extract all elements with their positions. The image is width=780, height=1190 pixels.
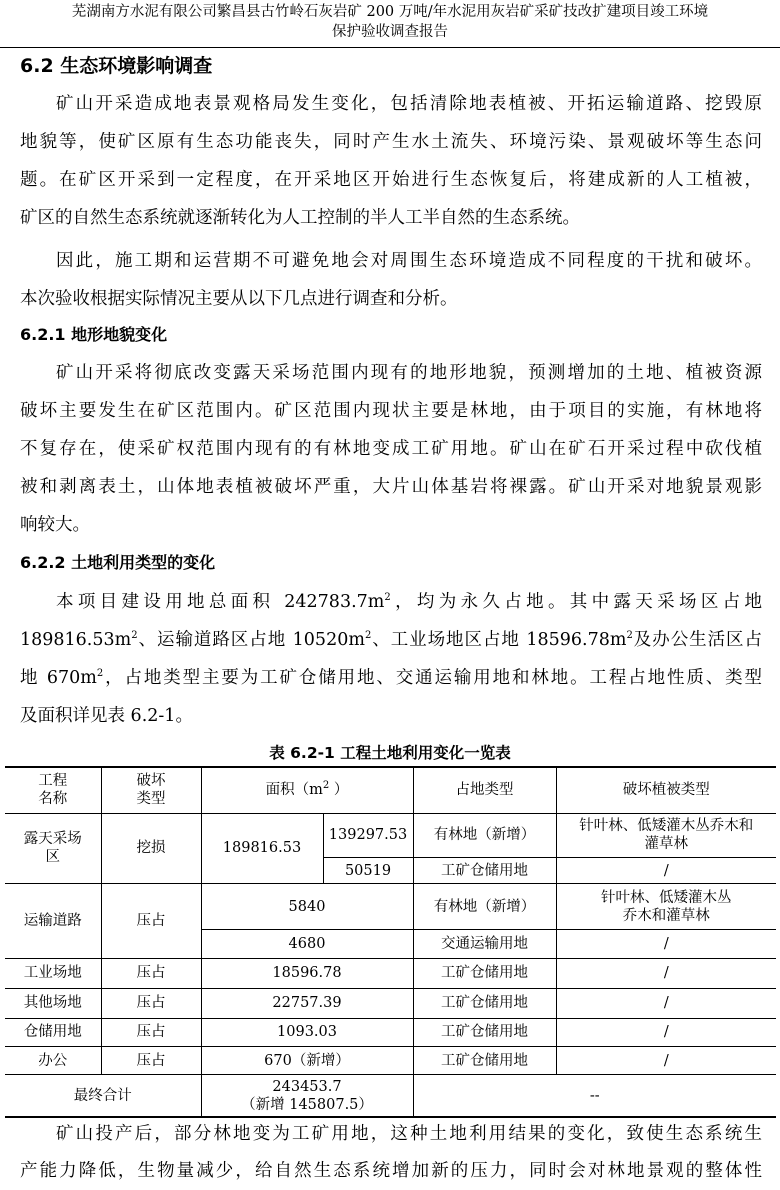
body-line: 矿山开采将彻底改变露天采场范围内现有的地形地貌，预测增加的土地、植被资源	[56, 363, 762, 383]
cell: 243453.7 （新增 145807.5）	[201, 1075, 413, 1117]
cell: 18596.78	[201, 958, 413, 988]
body-line: 不复存在，使采矿权范围内现有的有林地变成工矿用地。矿山在矿石开采过程中砍伐植	[20, 439, 762, 459]
body-line: 本项目建设用地总面积 $242783.7m^2$，均为永久占地。其中露天采场区占地	[56, 592, 762, 612]
cell: 压占	[101, 988, 201, 1018]
cell: /	[556, 858, 776, 884]
body-line: 地 $670m^2$，占地类型主要为工矿仓储用地、交通运输用地和林地。工程占地性质、类型	[20, 668, 762, 688]
table-row	[5, 884, 776, 930]
table-caption: 表 6.2-1 工程土地利用变化一览表	[269, 744, 511, 762]
cell: 工业场地	[5, 958, 101, 988]
table-row	[5, 813, 776, 857]
body-line: 矿山开采造成地表景观格局发生变化，包括清除地表植被、开拓运输道路、挖毁原	[56, 94, 762, 114]
cell: 1093.03	[201, 1018, 413, 1046]
header-line-1: 芜湖南方水泥有限公司繁昌县古竹岭石灰岩矿 200 万吨/年水泥用灰岩矿采矿技改扩建项目竣工环境	[71, 4, 709, 20]
cell: 交通运输用地	[413, 930, 556, 958]
body-line: 因此，施工期和运营期不可避免地会对周围生态环境造成不同程度的干扰和破坏。	[56, 251, 762, 271]
cell: 工矿仓储用地	[413, 958, 556, 988]
cell: 针叶林、低矮灌木丛乔木和 灌草林	[556, 813, 776, 857]
header-cell: 占地类型	[413, 767, 556, 813]
cell: 压占	[101, 884, 201, 958]
header-line-2: 保护验收调查报告	[332, 24, 448, 40]
body-line: 及面积详见表 6.2-1。	[20, 706, 193, 726]
cell: 最终合计	[5, 1075, 201, 1117]
cell: 露天采场 区	[5, 813, 101, 883]
table-row	[5, 958, 776, 988]
body-line: 矿区的自然生态系统就逐渐转化为人工控制的半人工半自然的生态系统。	[20, 208, 580, 228]
land-use-table	[5, 766, 776, 1118]
body-line: $189816.53m^2$、运输道路区占地 $10520m^2$、工业场地区占地 $18596.78m^2$及办公生活区占	[20, 630, 762, 650]
cell: 运输道路	[5, 884, 101, 958]
page-header	[0, 0, 780, 48]
header-cell: 工程 名称	[5, 767, 101, 813]
cell: 工矿仓储用地	[413, 858, 556, 884]
section-title: 6.2 生态环境影响调查	[20, 55, 213, 77]
body-line: 题。在矿区开采到一定程度，在开采地区开始进行生态恢复后，将建成新的人工植被，	[20, 170, 762, 190]
body-line: 破坏主要发生在矿区范围内。矿区范围内现状主要是林地，由于项目的实施，有林地将	[20, 401, 762, 421]
cell: 50519	[323, 858, 413, 884]
cell: 670（新增）	[201, 1047, 413, 1075]
cell: 其他场地	[5, 988, 101, 1018]
cell: /	[556, 988, 776, 1018]
subsection-title: 6.2.1 地形地貌变化	[20, 325, 168, 344]
table-row	[5, 1018, 776, 1046]
cell: 压占	[101, 958, 201, 988]
table-total-row	[5, 1075, 776, 1117]
cell: 工矿仓储用地	[413, 988, 556, 1018]
cell: 针叶林、低矮灌木丛 乔木和灌草林	[556, 884, 776, 930]
table-header-row	[5, 767, 776, 813]
cell: 仓储用地	[5, 1018, 101, 1046]
cell: /	[556, 1018, 776, 1046]
cell: 工矿仓储用地	[413, 1047, 556, 1075]
body-line: 本次验收根据实际情况主要从以下几点进行调查和分析。	[20, 289, 458, 309]
header-cell: 破坏 类型	[101, 767, 201, 813]
cell: 有林地（新增）	[413, 813, 556, 857]
cell: 办公	[5, 1047, 101, 1075]
cell: /	[556, 958, 776, 988]
cell: 有林地（新增）	[413, 884, 556, 930]
cell: /	[556, 1047, 776, 1075]
cell: 189816.53	[201, 813, 323, 883]
cell: --	[413, 1075, 776, 1117]
subsection-title: 6.2.2 土地利用类型的变化	[20, 553, 216, 572]
cell: 22757.39	[201, 988, 413, 1018]
table-row	[5, 1047, 776, 1075]
body-line: 响较大。	[20, 515, 90, 535]
body-line: 矿山投产后，部分林地变为工矿用地，这种土地利用结果的变化，致使生态系统生	[56, 1124, 762, 1144]
cell: /	[556, 930, 776, 958]
body-line: 产能力降低，生物量减少，给自然生态系统增加新的压力，同时会对林地景观的整体性	[20, 1161, 762, 1181]
body-line: 地貌等，使矿区原有生态功能丧失，同时产生水土流失、环境污染、景观破坏等生态问	[20, 132, 762, 152]
header-cell: 破坏植被类型	[556, 767, 776, 813]
cell: 4680	[201, 930, 413, 958]
table-row	[5, 988, 776, 1018]
header-cell: 面积（$m^2$ ）	[201, 767, 413, 813]
cell: 压占	[101, 1018, 201, 1046]
cell: 5840	[201, 884, 413, 930]
cell: 压占	[101, 1047, 201, 1075]
cell: 139297.53	[323, 813, 413, 857]
cell: 工矿仓储用地	[413, 1018, 556, 1046]
body-line: 被和剥离表土，山体地表植被破坏严重，大片山体基岩将裸露。矿山开采对地貌景观影	[20, 477, 762, 497]
cell: 挖损	[101, 813, 201, 883]
